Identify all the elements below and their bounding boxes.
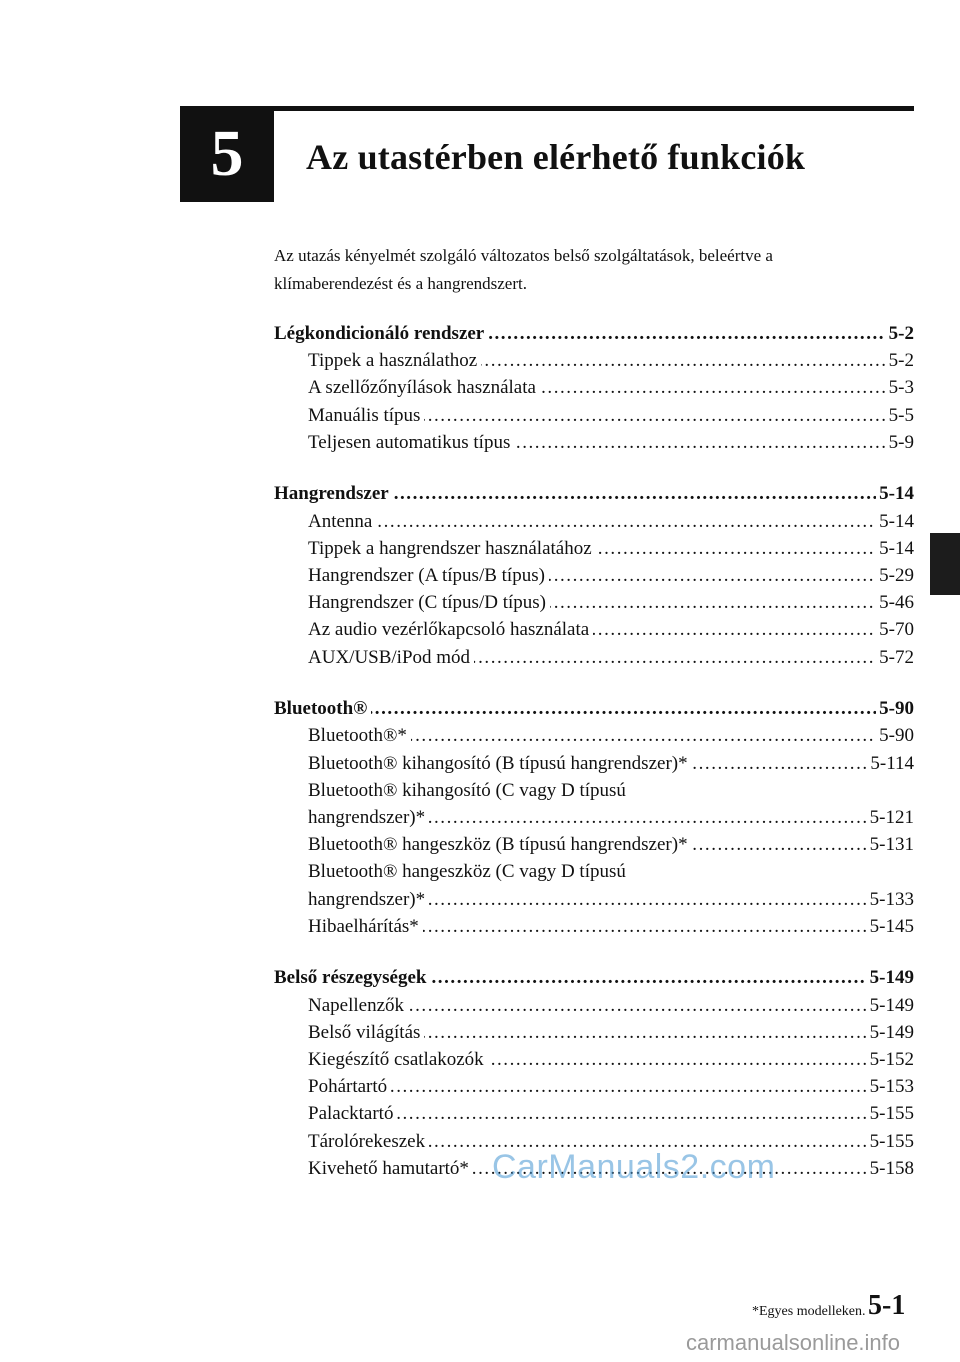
toc-entry-page: 5-29 bbox=[876, 562, 914, 589]
toc-entry-label: Bluetooth® kihangosító (B típusú hangrendszer)* bbox=[308, 750, 692, 777]
chapter-intro bbox=[274, 242, 914, 298]
toc-entry-page: 5-2 bbox=[886, 347, 914, 374]
toc-entry-label: Manuális típus bbox=[308, 402, 424, 429]
toc-entry[interactable] bbox=[308, 535, 914, 562]
toc-entry-page: 5-153 bbox=[867, 1073, 914, 1100]
toc-entry-page: 5-155 bbox=[867, 1100, 914, 1127]
toc-heading-label: Belső részegységek bbox=[274, 964, 430, 991]
toc-entry-label: Bluetooth®* bbox=[308, 722, 411, 749]
toc-entry-label: Pohártartó bbox=[308, 1073, 391, 1100]
toc-entry[interactable] bbox=[308, 913, 914, 940]
toc-entry-wrapped-line[interactable] bbox=[308, 777, 914, 804]
page-number: 5-1 bbox=[868, 1290, 906, 1321]
toc-entry-label: Teljesen automatikus típus bbox=[308, 429, 514, 456]
chapter-number: 5 bbox=[210, 117, 244, 190]
toc-entry-page: 5-152 bbox=[867, 1046, 914, 1073]
toc-entry-label: Bluetooth® kihangosító (C vagy D típusú bbox=[308, 777, 626, 804]
toc-entry-label: Tippek a használathoz bbox=[308, 347, 481, 374]
toc-entry[interactable] bbox=[308, 429, 914, 456]
toc-entry[interactable] bbox=[308, 1073, 914, 1100]
toc-entry-label: Az audio vezérlőkapcsoló használata bbox=[308, 616, 593, 643]
toc-entry-label: hangrendszer)* bbox=[308, 886, 429, 913]
toc-entry-page: 5-14 bbox=[876, 535, 914, 562]
toc-entry[interactable] bbox=[308, 992, 914, 1019]
toc-entry-page: 5-133 bbox=[867, 886, 914, 913]
watermark-logo: CarManuals2.com bbox=[492, 1148, 776, 1186]
toc-entry[interactable] bbox=[308, 508, 914, 535]
toc-entry[interactable] bbox=[308, 589, 914, 616]
toc-entry-page: 5-70 bbox=[876, 616, 914, 643]
toc-entry-label: Hibaelhárítás* bbox=[308, 913, 423, 940]
toc-entry[interactable] bbox=[308, 562, 914, 589]
toc-heading[interactable] bbox=[274, 695, 914, 722]
toc-entry[interactable] bbox=[308, 831, 914, 858]
toc-entry[interactable] bbox=[308, 1046, 914, 1073]
toc-entry-label: Tippek a hangrendszer használatához bbox=[308, 535, 596, 562]
toc-entry-label: Belső világítás bbox=[308, 1019, 424, 1046]
toc-entry-page: 5-114 bbox=[867, 750, 914, 777]
toc-entry[interactable] bbox=[308, 886, 914, 913]
footnote: *Egyes modelleken. bbox=[752, 1304, 866, 1319]
table-of-contents bbox=[274, 320, 914, 1206]
toc-entry[interactable] bbox=[308, 1100, 914, 1127]
toc-entry-label: Napellenzők bbox=[308, 992, 408, 1019]
toc-heading-label: Hangrendszer bbox=[274, 480, 393, 507]
toc-entry-label: Kivehető hamutartó* bbox=[308, 1155, 473, 1182]
toc-entry-page: 5-149 bbox=[867, 992, 914, 1019]
toc-heading[interactable] bbox=[274, 480, 914, 507]
toc-heading-label: Bluetooth® bbox=[274, 695, 371, 722]
toc-entry[interactable] bbox=[308, 644, 914, 671]
toc-entry-label: Antenna bbox=[308, 508, 376, 535]
toc-entry-label: AUX/USB/iPod mód bbox=[308, 644, 474, 671]
toc-entry-label: Hangrendszer (C típus/D típus) bbox=[308, 589, 550, 616]
toc-entry-page: 5-121 bbox=[867, 804, 914, 831]
toc-entry[interactable] bbox=[308, 347, 914, 374]
toc-entry-label: hangrendszer)* bbox=[308, 804, 429, 831]
site-url-watermark: carmanualsonline.info bbox=[686, 1330, 901, 1355]
toc-entry-label: Hangrendszer (A típus/B típus) bbox=[308, 562, 549, 589]
toc-entry-page: 5-46 bbox=[876, 589, 914, 616]
toc-entry[interactable] bbox=[308, 374, 914, 401]
toc-heading[interactable] bbox=[274, 320, 914, 347]
toc-entry-page: 5-131 bbox=[867, 831, 914, 858]
toc-entry-label: Kiegészítő csatlakozók bbox=[308, 1046, 488, 1073]
toc-entry-wrapped-line[interactable] bbox=[308, 858, 914, 885]
chapter-thumb-tab bbox=[930, 533, 960, 595]
chapter-title: Az utastérben elérhető funkciók bbox=[306, 137, 806, 177]
toc-entry-page: 5-158 bbox=[867, 1155, 914, 1182]
toc-entry-page: 5-155 bbox=[867, 1128, 914, 1155]
toc-entry[interactable] bbox=[308, 750, 914, 777]
toc-heading-page: 5-2 bbox=[886, 320, 914, 347]
toc-section-bluetooth bbox=[274, 695, 914, 940]
toc-entry[interactable] bbox=[308, 616, 914, 643]
toc-entry-label: Tárolórekeszek bbox=[308, 1128, 429, 1155]
intro-line-2: klímaberendezést és a hangrendszert. bbox=[274, 274, 527, 293]
toc-heading-page: 5-149 bbox=[867, 964, 914, 991]
toc-entry-label: A szellőzőnyílások használata bbox=[308, 374, 540, 401]
toc-heading-page: 5-14 bbox=[876, 480, 914, 507]
toc-heading-label: Légkondicionáló rendszer bbox=[274, 320, 488, 347]
toc-entry-page: 5-149 bbox=[867, 1019, 914, 1046]
toc-entry-page: 5-145 bbox=[867, 913, 914, 940]
toc-entry-page: 5-90 bbox=[876, 722, 914, 749]
toc-entry-label: Bluetooth® hangeszköz (B típusú hangrendszer)* bbox=[308, 831, 692, 858]
toc-entry-label: Bluetooth® hangeszköz (C vagy D típusú bbox=[308, 858, 626, 885]
intro-line-1: Az utazás kényelmét szolgáló változatos belső szolgáltatások, beleértve a bbox=[274, 246, 773, 265]
toc-entry[interactable] bbox=[308, 804, 914, 831]
toc-entry[interactable] bbox=[308, 402, 914, 429]
chapter-top-rule bbox=[180, 106, 914, 111]
toc-entry-page: 5-5 bbox=[886, 402, 914, 429]
toc-heading[interactable] bbox=[274, 964, 914, 991]
leader-dots bbox=[308, 508, 914, 535]
toc-entry-page: 5-14 bbox=[876, 508, 914, 535]
toc-entry-label: Palacktartó bbox=[308, 1100, 397, 1127]
leader-dots bbox=[308, 1073, 914, 1100]
toc-section-audio bbox=[274, 480, 914, 670]
toc-entry[interactable] bbox=[308, 1019, 914, 1046]
toc-entry-page: 5-3 bbox=[886, 374, 914, 401]
toc-entry-page: 5-9 bbox=[886, 429, 914, 456]
leader-dots bbox=[308, 1100, 914, 1127]
toc-entry[interactable] bbox=[308, 722, 914, 749]
toc-heading-page: 5-90 bbox=[876, 695, 914, 722]
chapter-number-box bbox=[180, 106, 274, 202]
toc-section-air-conditioning bbox=[274, 320, 914, 456]
toc-entry-page: 5-72 bbox=[876, 644, 914, 671]
